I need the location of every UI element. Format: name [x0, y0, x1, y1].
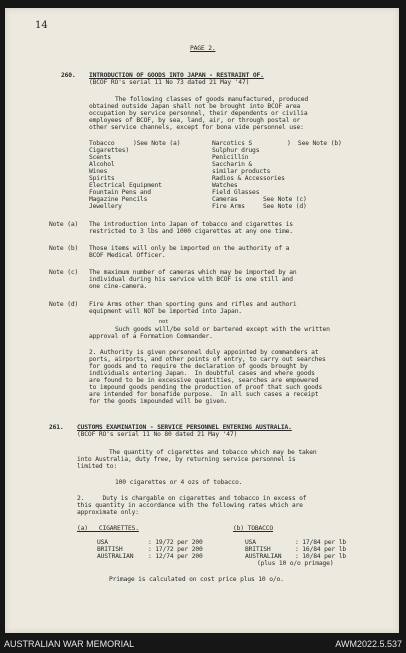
- section-261-ref: (BCOF RO's serial 11 No 80 dated 21 May '47): [77, 431, 238, 438]
- section-261-title: CUSTOMS EXAMINATION - SERVICE PERSONNEL ENTERING AUSTRALIA.: [77, 424, 292, 431]
- duty-free-limit: 100 cigarettes or 4 ozs of tobacco.: [115, 479, 243, 486]
- section-261-number: 261.: [49, 424, 64, 431]
- footer-source: AUSTRALIAN WAR MEMORIAL: [4, 639, 135, 649]
- sold-line-2: approval of a Formation Commander.: [89, 333, 213, 340]
- handwritten-not-insert: not: [159, 319, 169, 325]
- sold-line-1: Such goods will/be sold or bartered except with the written: [115, 326, 330, 333]
- document-page: 14 PAGE 2. 260. INTRODUCTION OF GOODS INTO JAPAN - RESTRAINT OF. (BCOF RO's serial 11 No 73 dated 21 May '47) The following classes of goods manufactured, produced obtained outside Japan shall not be brought into BCOF area occupation by service personnel, their dependents or civilia employees of BCOF, by sea, land, air, or through postal or other service channels, except for bona vide personnel use: Tobacco )See Note (a) Cigarettes) Scents Alcohol Wines Spirits Electrical Equipment Fountain Pens and Magazine Pencils Jewellery Narcotics S ) See Note (b) Sulphur drugs Penicillin Saccharin & similar products Radios & Accessories Watches Field Glasses Cameras See Note (c) Fire Arms See Note (d) Note (a) The introduction into Japan of tobacco and cigarettes is restricted to 3 lbs and 1000 cigarettes at any one time. Note (b) Those items will only be imported on the authority of a BCOF Medical Officer. Note (c) The maximum number of cameras which may be imported by an individual during his service with BCOF is one still and one cine-camera. Note (d) Fire Arms other than sporting guns and rifles and authori equipment will NOT be imported into Japan. not Such goods will/be sold or bartered except with the written approval of a Formation Commander. 2. Authority is given personnel duly appointed by commanders at ports, airports, and other points of entry, to carry out searches for goods and to require the declaration of goods brought by individuals entering Japan. In doubtful cases and where goods are found to be in excessive quantities, searches are empowered to impound goods pending the production of proof that such goods are intended for bonafide purpose. In all such cases a receipt for the goods impounded will be given. 261. CUSTOMS EXAMINATION - SERVICE PERSONNEL ENTERING AUSTRALIA. (BCOF RO's serial 11 No 80 dated 21 May '47) The quantity of cigarettes and tobacco which may be taken into Australia, duty free, by returning service personnel is limited to: 100 cigarettes or 4 ozs of tobacco. 2. Duty is chargable on cigarettes and tobacco in excess of this quantity in accordance with the following rates which are approximate only: (a) CIGARETTES. (b) TOBACCO USA : 19/72 per 200 BRITISH : 17/72 per 200 AUSTRALIAN : 12/74 per 200 USA : 17/84 per lb BRITISH : 16/84 per lb AUSTRALIAN : 10/84 per lb (plus 10 o/o primage) Primage is calculated on cost price plus 10 o/o.: [5, 8, 399, 633]
- primage-note: Primage is calculated on cost price plus 10 o/o.: [109, 576, 284, 583]
- section-260-title: INTRODUCTION OF GOODS INTO JAPAN - RESTRAINT OF.: [89, 72, 264, 79]
- page-label: PAGE 2.: [190, 45, 216, 52]
- section-260-ref: (BCOF RO's serial 11 No 73 dated 21 May '47): [89, 79, 250, 86]
- corner-mark: 14: [35, 20, 48, 31]
- section-260-number: 260.: [61, 72, 76, 79]
- footer-accession: AWM2022.5.537: [335, 639, 402, 649]
- cigarettes-heading: (a) CIGARETTES.: [77, 525, 139, 532]
- footer-bar: [0, 636, 406, 653]
- tobacco-heading: (b) TOBACCO: [233, 525, 274, 532]
